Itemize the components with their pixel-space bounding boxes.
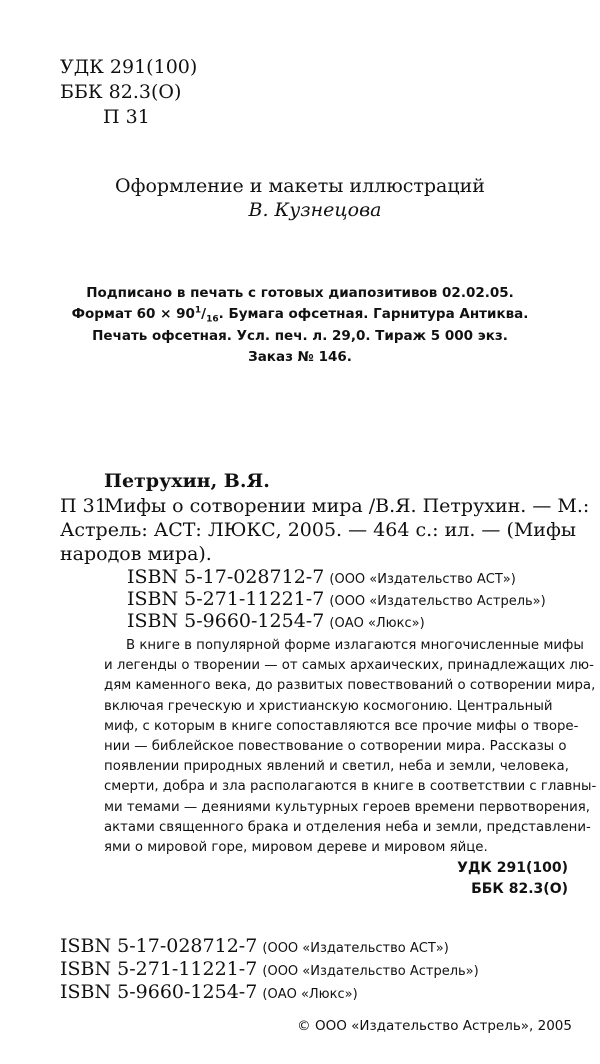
bottom-isbn-3-number: ISBN 5-9660-1254-7: [60, 981, 258, 1003]
annotation-line: дям каменного века, до развитых повествований о сотворении мира,: [104, 678, 596, 694]
imprint-line-1: Подписано в печать с готовых диапозитивов 02.02.05.: [86, 285, 514, 301]
annotation-line: появлении природных явлений и светил, неба и земли, человека,: [104, 759, 569, 775]
annotation-line: нии — библейское повествование о сотворении мира. Рассказы о: [104, 739, 567, 755]
annotation-line: актами священного брака и отделения неба и земли, представлени-: [104, 819, 591, 835]
catalog-mark: П 31: [60, 495, 107, 517]
bottom-isbn-1: [60, 935, 449, 957]
catalog-isbn-3: [127, 610, 425, 632]
catalog-title-line-1: Мифы о сотворении мира /В.Я. Петрухин. — М.:: [104, 495, 590, 517]
catalog-title-line-2: Астрель: АСТ: ЛЮКС, 2005. — 464 с.: ил. — (Мифы: [60, 519, 576, 541]
bottom-isbn-2-publisher: (ООО «Издательство Астрель»): [262, 964, 479, 979]
catalog-isbn-2: [127, 588, 546, 610]
catalog-isbn-1-number: ISBN 5-17-028712-7: [127, 566, 325, 588]
imprint-line-3: Печать офсетная. Усл. печ. л. 29,0. Тираж 5 000 экз.: [92, 328, 508, 344]
catalog-title-line-3: народов мира).: [60, 543, 212, 565]
catalog-isbn-1-publisher: (ООО «Издательство АСТ»): [329, 572, 516, 587]
bottom-isbn-1-number: ISBN 5-17-028712-7: [60, 935, 258, 957]
imprint-line-2: [0, 305, 600, 325]
credits-line-1: Оформление и макеты иллюстраций: [115, 175, 485, 197]
bbk-code-top: ББК 82.3(О): [60, 81, 182, 103]
catalog-isbn-2-publisher: (ООО «Издательство Астрель»): [329, 594, 546, 609]
udk-code-top: УДК 291(100): [60, 56, 198, 78]
credits-line-2: В. Кузнецова: [248, 199, 382, 221]
imprint-format-rest: . Бумага офсетная. Гарнитура Антиква.: [218, 306, 529, 322]
annotation-line: В книге в популярной форме излагаются многочисленные мифы: [126, 638, 584, 653]
imprint-format-slash: /: [201, 306, 207, 322]
catalog-isbn-3-number: ISBN 5-9660-1254-7: [127, 610, 325, 632]
bottom-isbn-1-publisher: (ООО «Издательство АСТ»): [262, 941, 449, 956]
bottom-isbn-3: [60, 981, 358, 1003]
bbk-code-bottom: ББК 82.3(О): [471, 881, 568, 897]
catalog-isbn-2-number: ISBN 5-271-11221-7: [127, 588, 325, 610]
imprint-line-4: Заказ № 146.: [248, 349, 352, 365]
bottom-isbn-3-publisher: (ОАО «Люкс»): [262, 987, 358, 1002]
annotation-line: ями о мировой горе, мировом дереве и мировом яйце.: [104, 840, 488, 856]
annotation-line: смерти, добра и зла располагаются в книге в соответствии с главны-: [104, 779, 597, 795]
annotation-line: миф, с которым в книге сопоставляются все прочие мифы о творе-: [104, 718, 579, 734]
annotation-line: и легенды о творении — от самых архаических, принадлежащих лю-: [104, 658, 594, 674]
annotation-line: включая греческую и христианскую космогонию. Центральный: [104, 698, 553, 714]
copyright-line: © ООО «Издательство Астрель», 2005: [297, 1018, 572, 1034]
imprint-format-sup: 1: [194, 305, 202, 316]
author-mark-top: П 31: [103, 106, 150, 128]
annotation-paragraph: [104, 636, 597, 858]
annotation-line: ми темами — деяниями культурных героев времени первотворения,: [104, 799, 591, 815]
catalog-isbn-3-publisher: (ОАО «Люкс»): [329, 616, 425, 631]
catalog-isbn-1: [127, 566, 516, 588]
udk-code-bottom: УДК 291(100): [457, 860, 568, 876]
imprint-format-sub: 16: [206, 314, 219, 325]
imprint-format: Формат 60 × 90: [71, 306, 195, 322]
catalog-author: Петрухин, В.Я.: [104, 470, 270, 492]
bottom-isbn-2-number: ISBN 5-271-11221-7: [60, 958, 258, 980]
bottom-isbn-2: [60, 958, 479, 980]
